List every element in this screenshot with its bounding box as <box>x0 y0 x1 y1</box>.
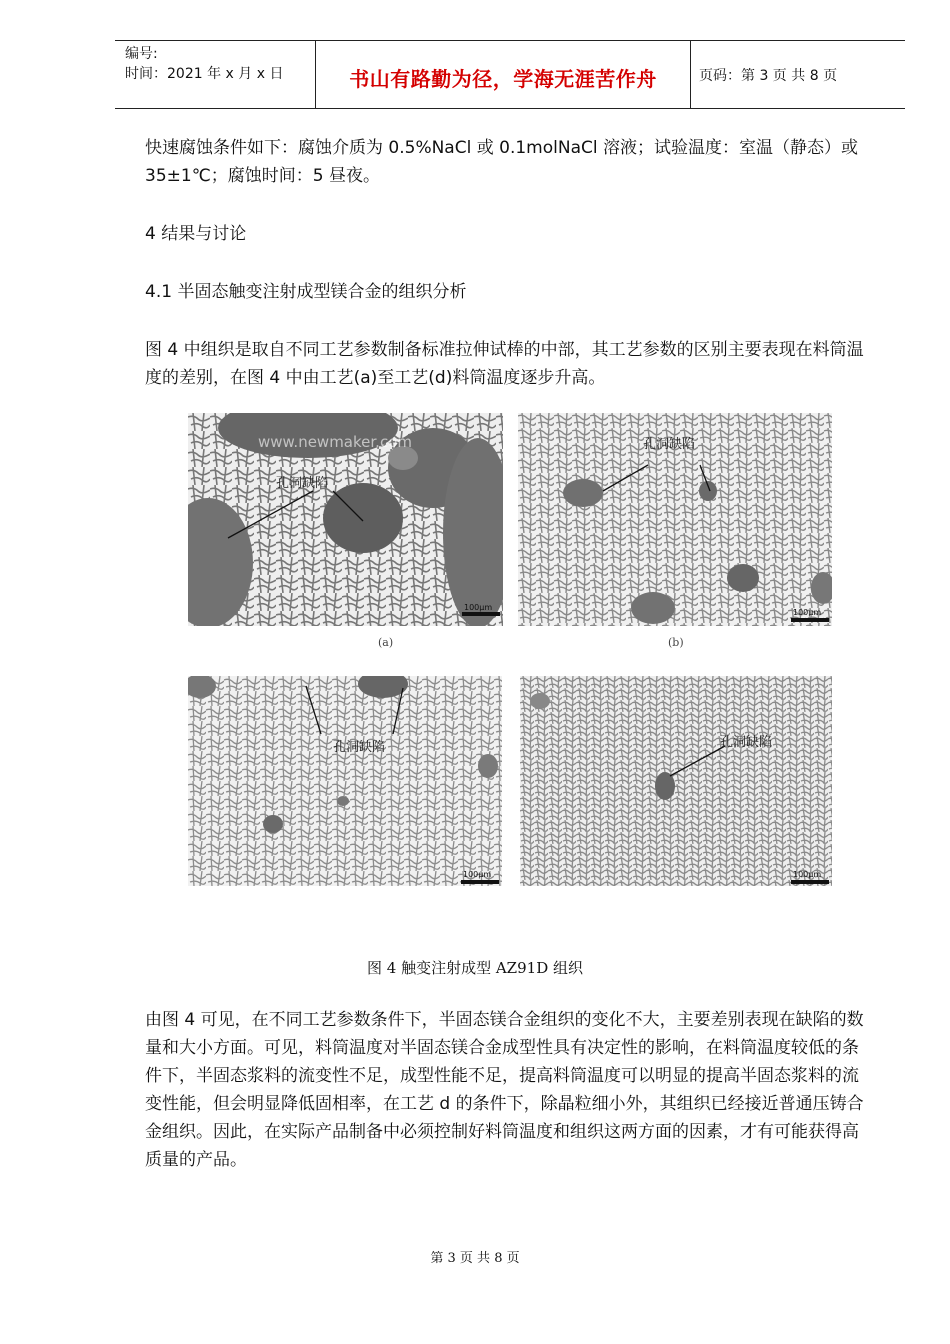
defect-label-d: 孔洞缺陷 <box>720 735 773 750</box>
micrograph-panel-b <box>518 413 832 626</box>
defect-label-c: 孔洞缺陷 <box>333 740 386 755</box>
micrograph-panel-a <box>188 413 503 626</box>
header-motto: 书山有路勤为径，学海无涯苦作舟 <box>349 67 657 91</box>
micrograph-b-image <box>518 413 832 626</box>
subsection-heading: 4.1 半固态触变注射成型镁合金的组织分析 <box>145 282 467 302</box>
document-time-label: 时间：2021 年 x 月 x 日 <box>125 66 284 82</box>
header-meta-cell <box>115 41 315 108</box>
document-number-label: 编号: <box>125 46 158 62</box>
panel-label-b: (b) <box>668 636 684 649</box>
watermark-text: www.newmaker.com <box>258 433 412 451</box>
defect-label-b: 孔洞缺陷 <box>643 437 696 452</box>
page-footer: 第 3 页 共 8 页 <box>430 1251 520 1266</box>
paragraph-figure-intro: 图 4 中组织是取自不同工艺参数制备标准拉伸试棒的中部，其工艺参数的区别主要表现在料筒温度的差别，在图 4 中由工艺(a)至工艺(d)料筒温度逐步升高。 <box>145 340 864 388</box>
micrograph-a-image <box>188 413 503 626</box>
header-page-info: 页码：第 3 页 共 8 页 <box>699 68 838 84</box>
scale-bar-a: 100μm <box>464 603 493 612</box>
micrograph-d-image <box>520 676 832 886</box>
paragraph-corrosion-conditions: 快速腐蚀条件如下：腐蚀介质为 0.5%NaCl 或 0.1molNaCl 溶液；试验温度：室温（静态）或 35±1℃；腐蚀时间：5 昼夜。 <box>145 138 858 186</box>
defect-label-a: 孔洞缺陷 <box>276 476 329 491</box>
micrograph-panel-c <box>188 676 502 886</box>
section-heading: 4 结果与讨论 <box>145 224 247 244</box>
page-header <box>115 40 905 109</box>
scale-bar-b: 100μm <box>793 608 822 617</box>
micrograph-panel-d <box>520 676 832 886</box>
header-motto-cell <box>315 41 691 108</box>
micrograph-c-image <box>188 676 502 886</box>
figure-caption: 图 4 触变注射成型 AZ91D 组织 <box>367 959 583 977</box>
header-page-cell <box>691 41 905 108</box>
scale-bar-c: 100μm <box>463 870 492 879</box>
scale-bar-d: 100μm <box>793 870 822 879</box>
paragraph-conclusion: 由图 4 可见，在不同工艺参数条件下，半固态镁合金组织的变化不大，主要差别表现在缺陷的数量和大小方面。可见，料筒温度对半固态镁合金成型性具有决定性的影响，在料筒温度较低的条件下，半固态浆料的流变性不足，成型性能不足，提高料筒温度可以明显的提高半固态浆料的流变性能，但会明显降低固相率，在工艺 d 的条件下，除晶粒细小外，其组织已经接近普通压铸合金组织。因此，在实际产品制备中必须控制好料筒温度和组织这两方面的因素，才有可能获得高质量的产品。 <box>145 1010 864 1170</box>
panel-label-a: (a) <box>378 636 394 649</box>
